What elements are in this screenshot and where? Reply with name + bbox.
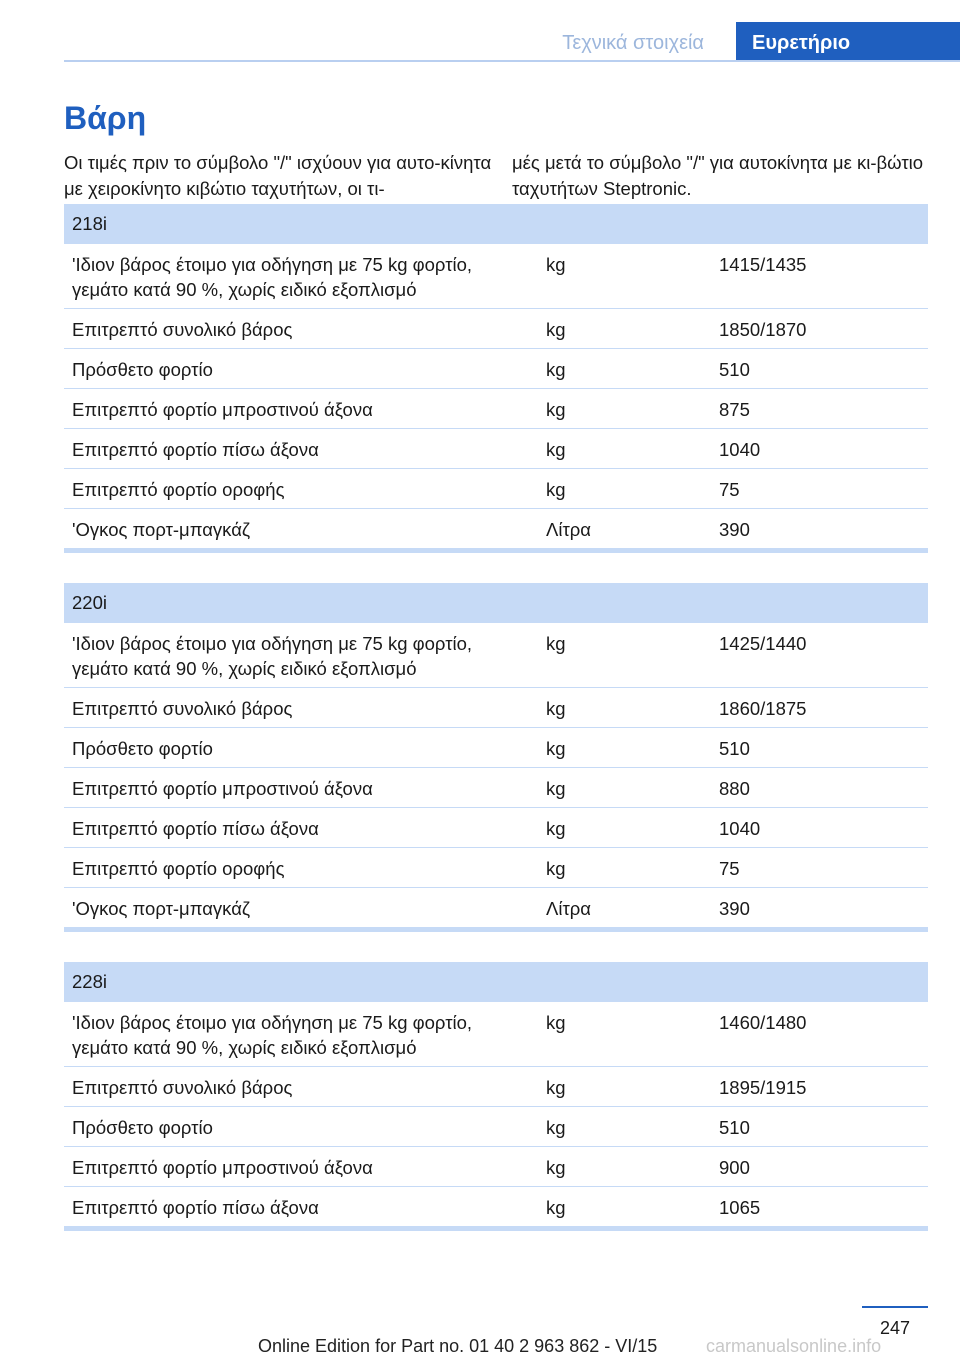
row-value: 900 — [719, 1157, 750, 1178]
row-unit: kg — [546, 633, 566, 654]
tab-index[interactable]: Ευρετήριο — [736, 22, 960, 62]
row-value: 1040 — [719, 818, 761, 839]
table-end-rule — [64, 1226, 928, 1231]
table-row — [64, 1187, 928, 1226]
intro-text-left: Οι τιμές πριν το σύμβολο "/" ισχύουν για αυτο-κίνητα με χειροκίνητο κιβώτιο ταχυτήτων, οι τι- — [64, 152, 492, 199]
table-row — [64, 509, 928, 548]
footer-edition: Online Edition for Part no. 01 40 2 963 862 - VI/15 — [258, 1336, 658, 1356]
table-row — [64, 688, 928, 728]
weights-table-220i — [64, 583, 928, 932]
row-unit: kg — [546, 399, 566, 420]
row-label: Επιτρεπτό φορτίο πίσω άξονα — [72, 818, 319, 839]
row-label: Επιτρεπτό φορτίο οροφής — [72, 858, 285, 879]
row-label: Επιτρεπτό φορτίο μπροστινού άξονα — [72, 399, 373, 420]
header-rule — [64, 60, 960, 62]
row-unit: kg — [546, 738, 566, 759]
row-unit: Λίτρα — [546, 898, 591, 919]
row-value: 75 — [719, 479, 740, 500]
table-row — [64, 808, 928, 848]
table-row — [64, 469, 928, 509]
row-unit: kg — [546, 1157, 566, 1178]
watermark: carmanualsonline.info — [706, 1336, 882, 1356]
table-row — [64, 728, 928, 768]
table-row — [64, 429, 928, 469]
row-value: 1065 — [719, 1197, 761, 1218]
tab-technical-data[interactable]: Τεχνικά στοιχεία — [562, 32, 704, 54]
table-row — [64, 349, 928, 389]
row-value: 1425/1440 — [719, 633, 807, 654]
page-title: Βάρη — [64, 100, 147, 136]
row-value: 1415/1435 — [719, 254, 807, 275]
row-unit: kg — [546, 1077, 566, 1098]
table-row — [64, 848, 928, 888]
row-label: Επιτρεπτό φορτίο μπροστινού άξονα — [72, 778, 373, 799]
table-row — [64, 888, 928, 927]
row-value: 75 — [719, 858, 740, 879]
table-row — [64, 623, 928, 688]
top-navigation — [64, 22, 960, 62]
row-unit: kg — [546, 778, 566, 799]
row-label: Επιτρεπτό φορτίο οροφής — [72, 479, 285, 500]
row-label: Επιτρεπτό συνολικό βάρος — [72, 1077, 293, 1098]
table-row — [64, 1147, 928, 1187]
row-value: 510 — [719, 1117, 750, 1138]
row-label: Πρόσθετο φορτίο — [72, 738, 213, 759]
row-label: Πρόσθετο φορτίο — [72, 359, 213, 380]
row-label: 'Ιδιον βάρος έτοιμο για οδήγηση με 75 kg φορτίο, γεμάτο κατά 90 %, χωρίς ειδικό εξοπλισμό — [72, 254, 473, 300]
page-number: 247 — [862, 1306, 928, 1339]
row-unit: kg — [546, 254, 566, 275]
row-value: 390 — [719, 519, 750, 540]
row-unit: kg — [546, 359, 566, 380]
table-end-rule — [64, 548, 928, 553]
row-value: 510 — [719, 359, 750, 380]
table-row — [64, 1067, 928, 1107]
table-row — [64, 1107, 928, 1147]
row-label: 'Ογκος πορτ-μπαγκάζ — [72, 519, 251, 540]
row-value: 1860/1875 — [719, 698, 807, 719]
table-row — [64, 389, 928, 429]
row-label: Επιτρεπτό φορτίο πίσω άξονα — [72, 1197, 319, 1218]
table-row — [64, 309, 928, 349]
row-label: 'Ιδιον βάρος έτοιμο για οδήγηση με 75 kg φορτίο, γεμάτο κατά 90 %, χωρίς ειδικό εξοπλισμό — [72, 1012, 473, 1058]
row-unit: kg — [546, 1117, 566, 1138]
weights-table-228i — [64, 962, 928, 1231]
row-label: Επιτρεπτό συνολικό βάρος — [72, 319, 293, 340]
row-label: Επιτρεπτό φορτίο πίσω άξονα — [72, 439, 319, 460]
row-value: 1895/1915 — [719, 1077, 807, 1098]
table-model-header: 228i — [64, 962, 928, 1002]
row-label: 'Ιδιον βάρος έτοιμο για οδήγηση με 75 kg φορτίο, γεμάτο κατά 90 %, χωρίς ειδικό εξοπλισμό — [72, 633, 473, 679]
row-unit: kg — [546, 439, 566, 460]
table-row — [64, 1002, 928, 1067]
intro-text-right: μές μετά το σύμβολο "/" για αυτοκίνητα με κι-βώτιο ταχυτήτων Steptronic. — [512, 152, 924, 199]
row-value: 1850/1870 — [719, 319, 807, 340]
row-value: 1460/1480 — [719, 1012, 807, 1033]
row-value: 510 — [719, 738, 750, 759]
row-value: 1040 — [719, 439, 761, 460]
row-unit: kg — [546, 818, 566, 839]
row-unit: kg — [546, 319, 566, 340]
row-label: Επιτρεπτό συνολικό βάρος — [72, 698, 293, 719]
table-row — [64, 244, 928, 309]
table-model-header: 220i — [64, 583, 928, 623]
row-unit: kg — [546, 698, 566, 719]
weights-table-218i — [64, 204, 928, 553]
row-unit: Λίτρα — [546, 519, 591, 540]
row-unit: kg — [546, 858, 566, 879]
table-end-rule — [64, 927, 928, 932]
table-row — [64, 768, 928, 808]
row-label: 'Ογκος πορτ-μπαγκάζ — [72, 898, 251, 919]
table-model-header: 218i — [64, 204, 928, 244]
row-label: Επιτρεπτό φορτίο μπροστινού άξονα — [72, 1157, 373, 1178]
row-label: Πρόσθετο φορτίο — [72, 1117, 213, 1138]
row-value: 390 — [719, 898, 750, 919]
row-unit: kg — [546, 1197, 566, 1218]
row-unit: kg — [546, 479, 566, 500]
row-unit: kg — [546, 1012, 566, 1033]
row-value: 880 — [719, 778, 750, 799]
row-value: 875 — [719, 399, 750, 420]
